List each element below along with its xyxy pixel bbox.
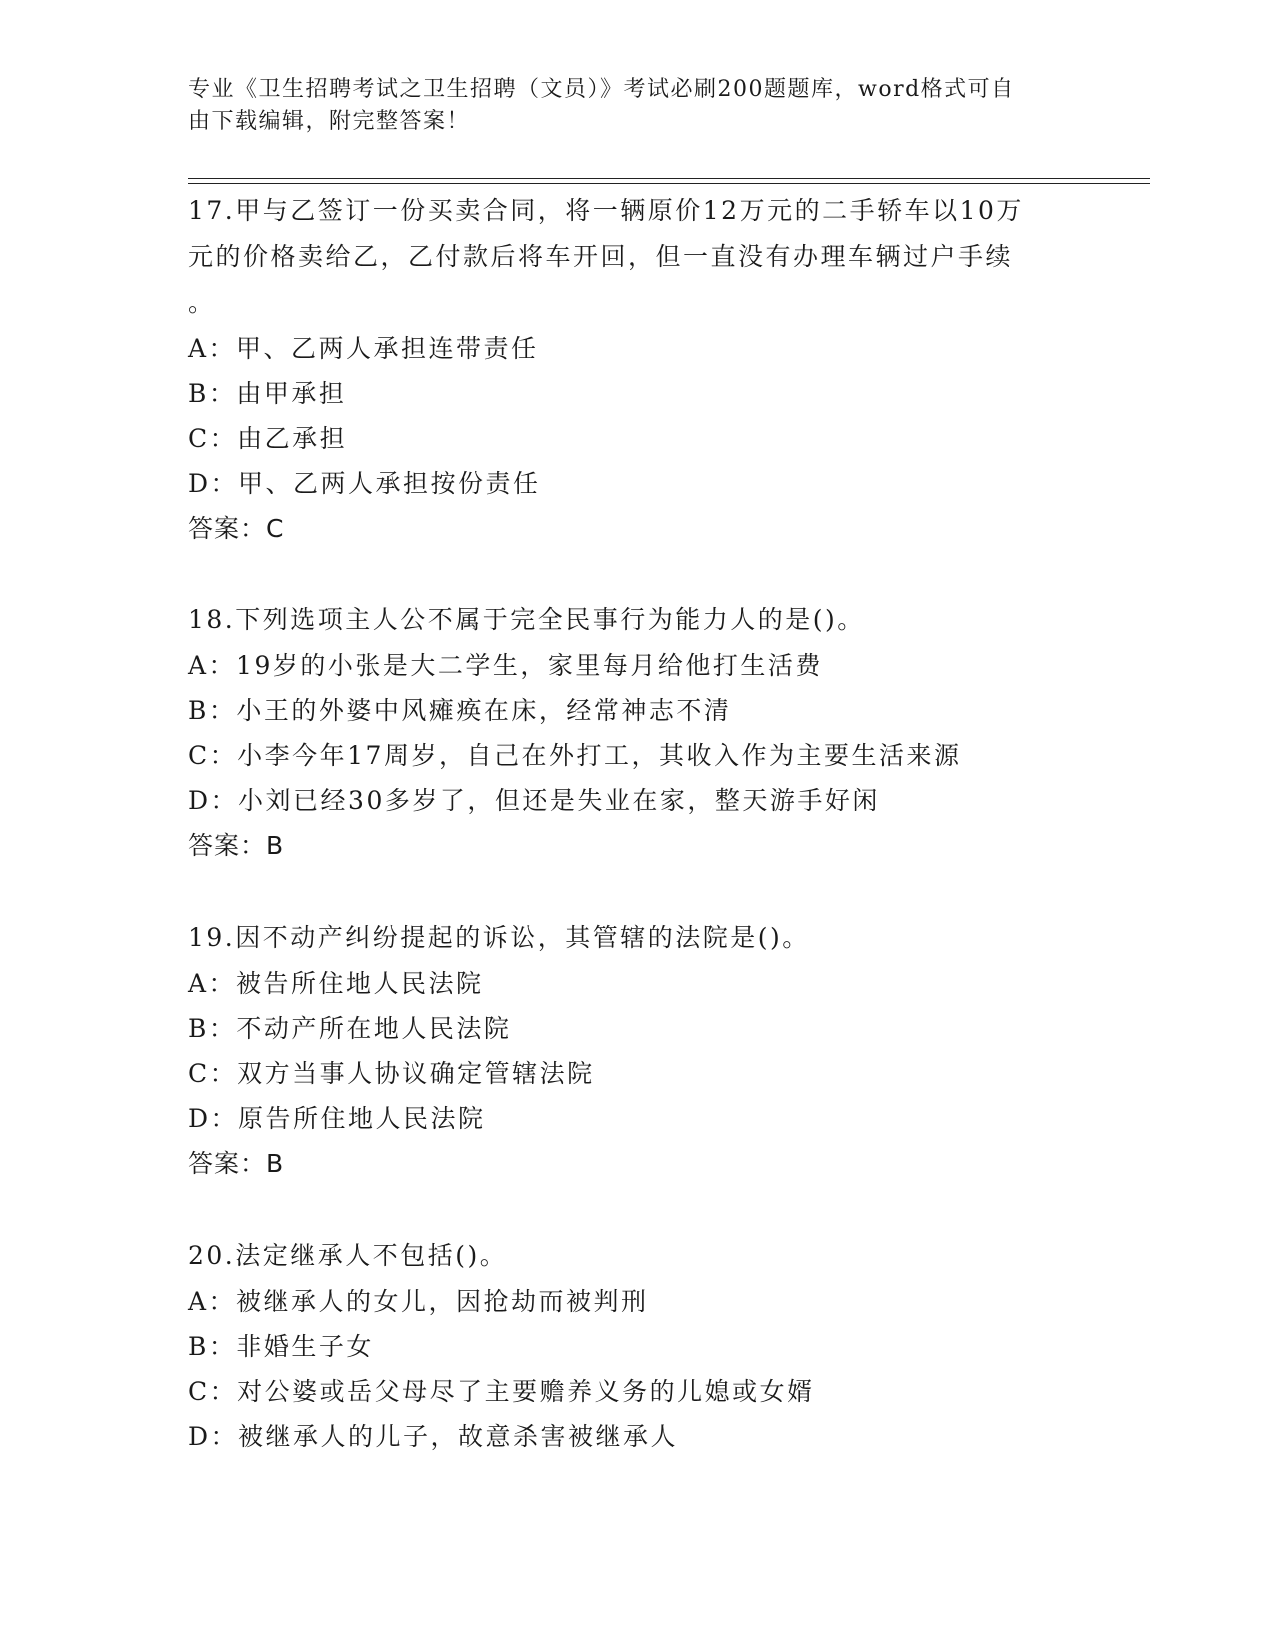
answer-text: 答案：B [188,1149,285,1178]
question-stem-line: 元的价格卖给乙，乙付款后将车开回，但一直没有办理车辆过户手续 [188,242,1014,271]
header-divider-top [188,178,1150,179]
option-b: B：不动产所在地人民法院 [188,1014,512,1043]
option-c: C：双方当事人协议确定管辖法院 [188,1059,595,1088]
option-a: A：19岁的小张是大二学生，家里每月给他打生活费 [188,651,823,680]
question-stem-line: 19.因不动产纠纷提起的诉讼，其管辖的法院是()。 [188,923,810,952]
option-d: D：小刘已经30多岁了，但还是失业在家，整天游手好闲 [188,786,880,815]
header-line-1: 专业《卫生招聘考试之卫生招聘（文员）》考试必刷200题题库，word格式可自 [188,77,1015,102]
option-b: B：小王的外婆中风瘫痪在床，经常神志不清 [188,696,732,725]
header-line-2: 由下载编辑，附完整答案！ [188,109,471,134]
option-d: D：被继承人的儿子，故意杀害被继承人 [188,1422,679,1451]
option-a: A：被继承人的女儿，因抢劫而被判刑 [188,1287,649,1316]
question-stem-line: 。 [188,288,216,317]
answer-text: 答案：C [188,514,285,543]
option-c: C：小李今年17周岁，自己在外打工，其收入作为主要生活来源 [188,741,962,770]
option-d: D：甲、乙两人承担按份责任 [188,469,541,498]
option-c: C：由乙承担 [188,424,348,453]
option-c: C：对公婆或岳父母尽了主要赡养义务的儿媳或女婿 [188,1377,815,1406]
option-b: B：非婚生子女 [188,1332,374,1361]
question-stem-line: 17.甲与乙签订一份买卖合同，将一辆原价12万元的二手轿车以10万 [188,196,1024,225]
question-18 [188,597,1088,869]
option-b: B：由甲承担 [188,379,347,408]
answer-text: 答案：B [188,831,285,860]
header-divider-bottom [188,183,1150,184]
question-20 [188,1233,1088,1459]
option-d: D：原告所住地人民法院 [188,1104,486,1133]
question-stem-line: 20.法定继承人不包括()。 [188,1241,508,1270]
question-17 [188,188,1088,552]
question-19 [188,915,1088,1187]
option-a: A：被告所住地人民法院 [188,969,484,998]
option-a: A：甲、乙两人承担连带责任 [188,334,539,363]
question-stem-line: 18.下列选项主人公不属于完全民事行为能力人的是()。 [188,605,865,634]
document-header [188,74,1068,138]
